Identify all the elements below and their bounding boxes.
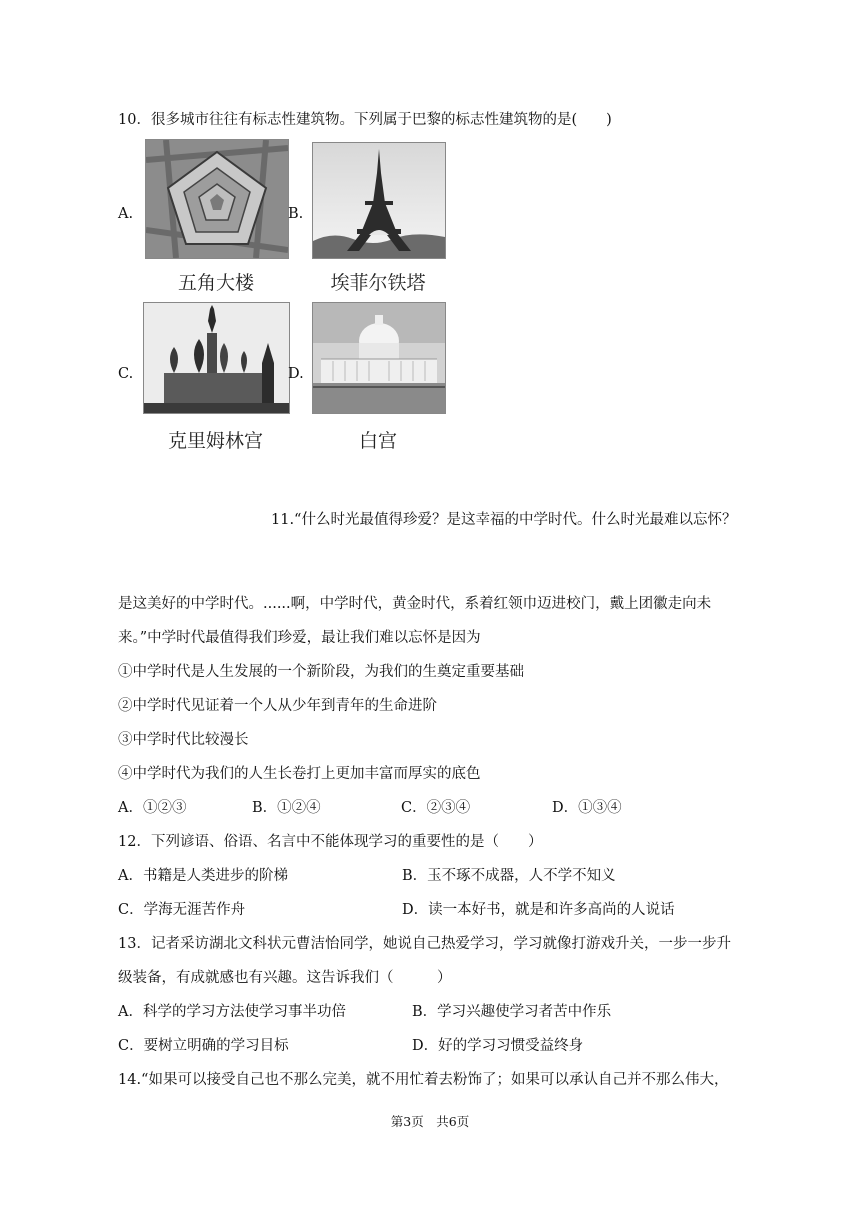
q11-item-3: ③中学时代比较漫长: [118, 732, 249, 748]
q12-stem: 12．下列谚语、俗语、名言中不能体现学习的重要性的是（ ）: [118, 834, 543, 850]
q12-option-b[interactable]: B．玉不琢不成器，人不学不知义: [402, 868, 616, 884]
q10-option-d-letter[interactable]: D.: [288, 366, 304, 382]
q12-option-d[interactable]: D．读一本好书，就是和许多高尚的人说话: [402, 902, 675, 918]
q13-stem-line1: 13．记者采访湖北文科状元曹洁怡同学，她说自己热爱学习，学习就像打游戏升关，一步一步升: [118, 936, 731, 952]
q11-option-a[interactable]: A．①②③: [118, 800, 187, 816]
q10-option-a-letter[interactable]: A.: [118, 206, 134, 222]
capitol-building-photo: [312, 302, 446, 414]
q10-option-c-caption: 克里姆林宫: [167, 430, 263, 452]
q10-option-b-letter[interactable]: B.: [288, 206, 304, 222]
q11-stem-line1: 11.“什么时光最值得珍爱？是这幸福的中学时代。什么时光最难以忘怀？: [271, 512, 737, 528]
q14-stem-line1: 14.“如果可以接受自己也不那么完美，就不用忙着去粉饰了；如果可以承认自己并不那么伟大，: [118, 1072, 729, 1088]
q13-option-b[interactable]: B．学习兴趣使学习者苦中作乐: [412, 1004, 612, 1020]
q10-option-c-letter[interactable]: C.: [118, 366, 134, 382]
q11-item-1: ①中学时代是人生发展的一个新阶段，为我们的生奠定重要基础: [118, 664, 524, 680]
q11-option-c[interactable]: C．②③④: [401, 800, 471, 816]
q13-option-c[interactable]: C．要树立明确的学习目标: [118, 1038, 289, 1054]
q11-option-b[interactable]: B．①②④: [252, 800, 321, 816]
q11-stem-line2: 是这美好的中学时代。......啊，中学时代，黄金时代，系着红领巾迈进校门，戴上团徽走向未: [118, 596, 712, 612]
pentagon-building-photo: [145, 139, 289, 259]
kremlin-photo: [143, 302, 290, 414]
q10-stem: 10．很多城市往往有标志性建筑物。下列属于巴黎的标志性建筑物的是( ): [118, 112, 612, 128]
q12-option-c[interactable]: C．学海无涯苦作舟: [118, 902, 246, 918]
q10-option-a-caption: 五角大楼: [177, 272, 254, 294]
q11-option-d[interactable]: D．①③④: [552, 800, 622, 816]
q13-stem-line2: 级装备，有成就感也有兴趣。这告诉我们（ ）: [118, 970, 452, 986]
q11-item-2: ②中学时代见证着一个人从少年到青年的生命进阶: [118, 698, 437, 714]
q13-option-a[interactable]: A．科学的学习方法使学习事半功倍: [118, 1004, 346, 1020]
q10-option-b-caption: 埃菲尔铁塔: [330, 272, 426, 294]
q12-option-a[interactable]: A．书籍是人类进步的阶梯: [118, 868, 288, 884]
q11-stem-line3: 来。”中学时代最值得我们珍爱，最让我们难以忘怀是因为: [118, 630, 481, 646]
q10-option-d-caption: 白宫: [358, 430, 397, 452]
q13-option-d[interactable]: D．好的学习习惯受益终身: [412, 1038, 584, 1054]
eiffel-tower-photo: [312, 142, 446, 259]
q11-item-4: ④中学时代为我们的人生长卷打上更加丰富而厚实的底色: [118, 766, 481, 782]
page-footer: 第3页 共6页: [390, 1114, 470, 1129]
